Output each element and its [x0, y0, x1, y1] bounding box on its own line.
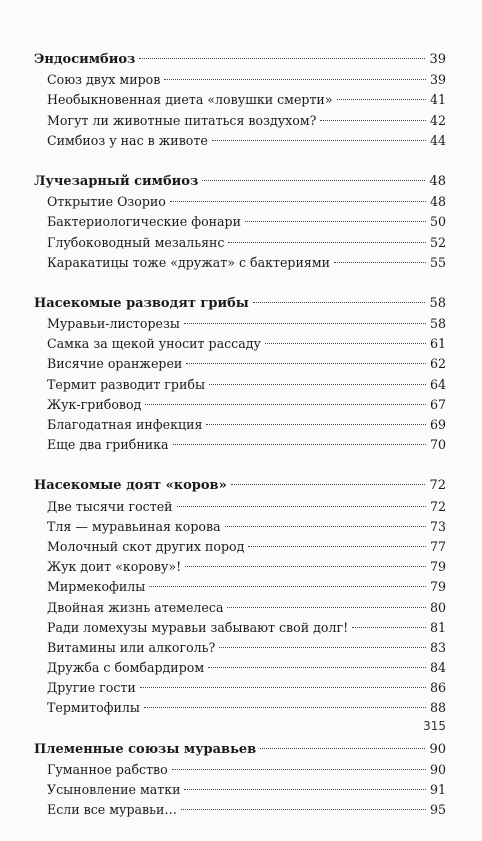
toc-entry-row	[34, 497, 446, 517]
entry-page-number: 88	[429, 700, 446, 716]
toc-entry-row	[34, 192, 446, 212]
toc-entry-row	[34, 334, 446, 354]
entry-title: Каракатицы тоже «дружат» с бактериями	[47, 254, 331, 270]
entry-title: Молочный скот других пород	[47, 538, 245, 554]
dot-leader	[184, 789, 425, 790]
entry-page-number: 83	[429, 639, 446, 655]
entry-page-number: 90	[429, 741, 446, 757]
entry-title: Если все муравьи…	[47, 802, 177, 818]
toc-entry-row	[34, 557, 446, 577]
toc-entry-row	[34, 598, 446, 618]
dot-leader	[248, 546, 426, 547]
entry-page-number: 86	[429, 680, 446, 696]
dot-leader	[265, 343, 426, 344]
dot-leader	[140, 687, 426, 688]
dot-leader	[245, 221, 426, 222]
page-number: 315	[423, 719, 446, 733]
dot-leader	[144, 707, 426, 708]
dot-leader	[202, 180, 425, 181]
entry-page-number: 44	[429, 132, 446, 148]
toc-entry-row	[34, 354, 446, 374]
dot-leader	[253, 302, 426, 303]
entry-title: Ради ломехузы муравьи забывают свой долг!	[47, 619, 349, 635]
entry-page-number: 72	[429, 498, 446, 514]
entry-title: Усыновление матки	[47, 782, 181, 797]
entry-page-number: 90	[429, 761, 446, 777]
toc-entry-row	[34, 415, 446, 435]
dot-leader	[139, 58, 425, 59]
entry-page-number: 79	[429, 579, 446, 595]
entry-title: Союз двух миров	[47, 72, 161, 88]
toc-entry-row	[34, 678, 446, 698]
dot-leader	[185, 566, 426, 567]
dot-leader	[320, 120, 426, 121]
toc-entry-row	[34, 70, 446, 90]
dot-leader	[231, 484, 426, 485]
entry-page-number: 48	[429, 173, 446, 189]
entry-title: Висячие оранжереи	[47, 356, 183, 372]
entry-title: Другие гости	[47, 680, 136, 696]
section-heading-row	[34, 740, 446, 760]
entry-page-number: 50	[429, 214, 446, 230]
entry-page-number: 73	[429, 518, 446, 534]
entry-page-number: 39	[429, 52, 446, 67]
entry-page-number: 62	[429, 356, 446, 372]
dot-leader	[227, 607, 426, 608]
entry-title: Симбиоз у нас в животе	[47, 132, 208, 148]
dot-leader	[164, 79, 426, 80]
entry-page-number: 95	[429, 802, 446, 818]
toc-entry-row	[34, 780, 446, 800]
entry-title: Бактериологические фонари	[47, 214, 242, 230]
toc-section	[34, 172, 446, 273]
dot-leader	[352, 627, 426, 628]
entry-title: Жук доит «корову»!	[47, 559, 182, 575]
entry-page-number: 69	[429, 417, 446, 432]
toc-entry-row	[34, 638, 446, 658]
entry-title: Двойная жизнь атемелеса	[47, 599, 224, 615]
toc-entry-row	[34, 375, 446, 395]
toc-entry-row	[34, 212, 446, 232]
section-title: Лучезарный симбиоз	[34, 173, 199, 189]
dot-leader	[173, 444, 426, 445]
section-title: Насекомые доят «коров»	[34, 478, 227, 494]
entry-page-number: 41	[429, 92, 446, 108]
entry-title: Дружба с бомбардиром	[47, 660, 205, 676]
entry-title: Тля — муравьиная корова	[47, 518, 221, 534]
toc-entry-row	[34, 658, 446, 678]
entry-page-number: 67	[429, 396, 446, 412]
dot-leader	[212, 140, 426, 141]
entry-title: Еще два грибника	[47, 437, 169, 453]
dot-leader	[145, 404, 426, 405]
entry-page-number: 55	[429, 254, 446, 270]
entry-title: Могут ли животные питаться воздухом?	[47, 112, 317, 128]
dot-leader	[225, 526, 426, 527]
entry-title: Гуманное рабство	[47, 761, 168, 777]
entry-page-number: 64	[429, 376, 446, 392]
toc-entry-row	[34, 537, 446, 557]
entry-title: Самка за щекой уносит рассаду	[47, 336, 261, 352]
toc-entry-row	[34, 253, 446, 273]
toc-section	[34, 50, 446, 151]
entry-page-number: 48	[429, 194, 446, 210]
entry-page-number: 61	[429, 336, 446, 352]
dot-leader	[260, 748, 425, 749]
dot-leader	[206, 424, 426, 425]
toc-entry-row	[34, 435, 446, 455]
toc-entry-row	[34, 314, 446, 334]
section-title: Эндосимбиоз	[34, 52, 136, 67]
entry-title: Термитофилы	[47, 700, 140, 716]
toc-section	[34, 294, 446, 456]
entry-page-number: 84	[429, 660, 446, 676]
toc-section	[34, 476, 446, 718]
toc-entry-row	[34, 517, 446, 537]
entry-page-number: 79	[429, 559, 446, 575]
entry-page-number: 39	[429, 72, 446, 88]
entry-title: Необыкновенная диета «ловушки смерти»	[47, 92, 333, 108]
toc-entry-row	[34, 111, 446, 131]
entry-title: Глубоководный мезальянс	[47, 234, 225, 250]
toc-entry-row	[34, 90, 446, 110]
section-heading-row	[34, 476, 446, 496]
toc-entry-row	[34, 131, 446, 151]
entry-page-number: 52	[429, 234, 446, 250]
entry-page-number: 81	[429, 619, 446, 635]
entry-title: Открытие Озорио	[47, 194, 166, 210]
section-title: Племенные союзы муравьев	[34, 741, 257, 757]
entry-title: Жук-грибовод	[47, 396, 142, 412]
toc-section	[34, 740, 446, 821]
toc-entry-row	[34, 395, 446, 415]
entry-title: Муравьи-листорезы	[47, 316, 180, 332]
dot-leader	[181, 809, 426, 810]
dot-leader	[219, 647, 426, 648]
section-heading-row	[34, 294, 446, 314]
dot-leader	[337, 99, 426, 100]
entry-page-number: 91	[429, 782, 446, 797]
entry-title: Витамины или алкоголь?	[47, 639, 216, 655]
dot-leader	[186, 363, 426, 364]
dot-leader	[149, 586, 426, 587]
toc-entry-row	[34, 618, 446, 638]
entry-title: Две тысячи гостей	[47, 498, 173, 514]
dot-leader	[170, 201, 426, 202]
entry-page-number: 42	[429, 112, 446, 128]
entry-page-number: 80	[429, 599, 446, 615]
toc-entry-row	[34, 760, 446, 780]
entry-page-number: 72	[429, 478, 446, 494]
section-title: Насекомые разводят грибы	[34, 295, 249, 311]
section-heading-row	[34, 172, 446, 192]
section-heading-row	[34, 50, 446, 70]
entry-page-number: 70	[429, 437, 446, 453]
dot-leader	[172, 769, 426, 770]
dot-leader	[208, 667, 426, 668]
dot-leader	[228, 242, 425, 243]
dot-leader	[209, 384, 426, 385]
entry-page-number: 77	[429, 538, 446, 554]
entry-page-number: 58	[429, 295, 446, 311]
toc-entry-row	[34, 577, 446, 597]
dot-leader	[177, 506, 426, 507]
entry-title: Благодатная инфекция	[47, 417, 203, 432]
dot-leader	[184, 323, 426, 324]
entry-title: Термит разводит грибы	[47, 376, 205, 392]
toc-entry-row	[34, 233, 446, 253]
dot-leader	[334, 262, 426, 263]
toc-entry-row	[34, 800, 446, 820]
table-of-contents	[34, 50, 446, 841]
entry-page-number: 58	[429, 316, 446, 332]
toc-entry-row	[34, 698, 446, 718]
entry-title: Мирмекофилы	[47, 579, 146, 595]
